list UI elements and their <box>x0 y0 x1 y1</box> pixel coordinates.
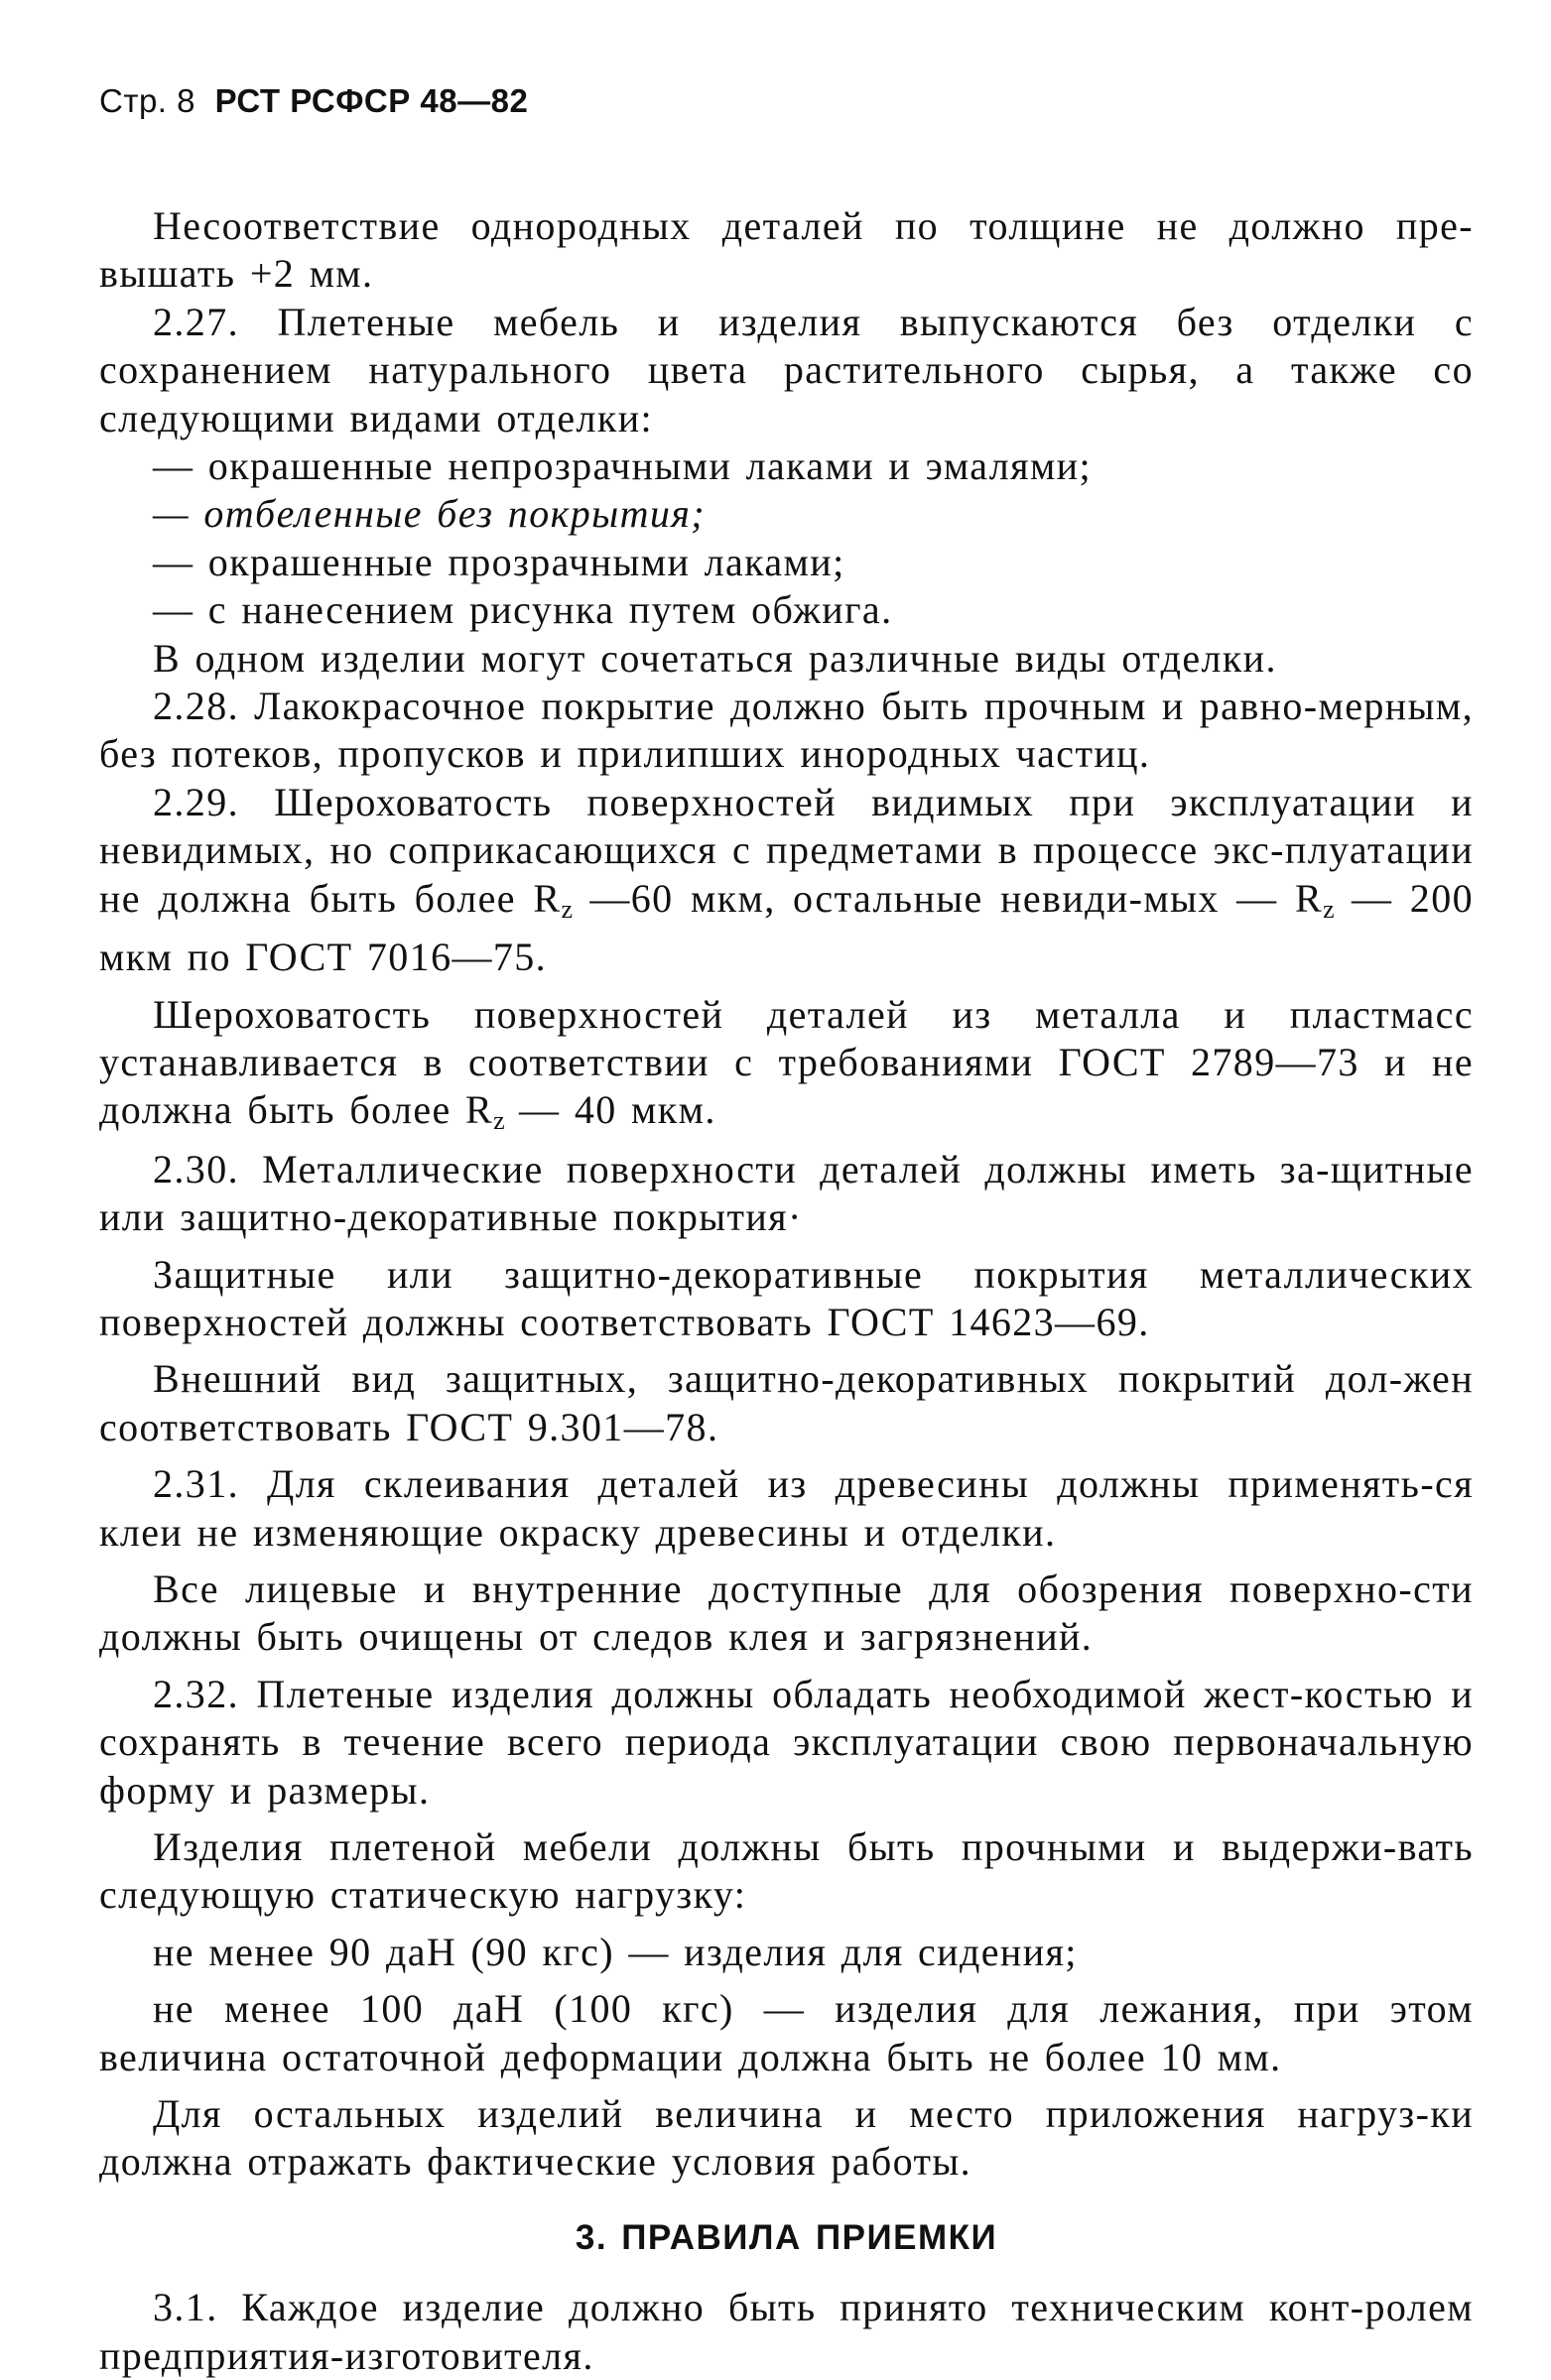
finish-list-item: — окрашенные прозрачными лаками; <box>153 539 845 584</box>
finish-list-item: — с нанесением рисунка путем обжига. <box>153 587 893 633</box>
clause-2-29 <box>99 779 1474 982</box>
document-page <box>99 81 1474 2380</box>
clause-2-30: 2.30. Металлические поверхности деталей должны иметь за-щитные или защитно-декоративные покрытия· <box>99 1146 1474 1240</box>
finish-list-item: — окрашенные непрозрачными лаками и эмалями; <box>153 443 1092 489</box>
document-body <box>99 202 1474 2380</box>
paragraph-roughness-metal <box>99 991 1474 1146</box>
paragraph-protective-coatings: Защитные или защитно-декоративные покрытия металлических поверхностей должны соответствовать ГОСТ 14623—69. <box>99 1251 1474 1344</box>
subscript: z <box>1323 894 1335 924</box>
paragraph-glue-cleaning: Все лицевые и внутренние доступные для обозрения поверхно-сти должны быть очищены от следов клея и загрязнений. <box>99 1566 1474 1660</box>
text: Шероховатость поверхностей деталей из металла и пластмасс устанавливается в соответствии с требованиями ГОСТ 2789—73 и не должна быть более R <box>99 991 1474 1133</box>
clause-3-1: 3.1. Каждое изделие должно быть принято техническим конт-ролем предприятия-изготовителя. <box>99 2285 1474 2378</box>
clause-2-28: 2.28. Лакокрасочное покрытие должно быть прочным и равно-мерным, без потеков, пропусков и прилипших инородных частиц. <box>99 684 1474 777</box>
finish-list-item: — отбеленные без покрытия; <box>153 491 707 537</box>
tolerance-value: +2 <box>249 251 296 297</box>
load-item-seat: не менее 90 даН (90 кгс) — изделия для сидения; <box>153 1929 1078 1974</box>
page-number: Стр. 8 <box>99 82 195 119</box>
paragraph-combined-finish: В одном изделии могут сочетаться различные виды отделки. <box>153 635 1277 681</box>
subscript: z <box>493 1106 505 1136</box>
paragraph-other-items: Для остальных изделий величина и место приложения нагруз-ки должна отражать фактические условия работы. <box>99 2091 1474 2185</box>
paragraph-thickness <box>99 202 1474 299</box>
page-header <box>99 81 1474 121</box>
text: — 40 мкм. <box>504 1087 716 1133</box>
load-item-bed: не менее 100 даН (100 кгс) — изделия для лежания, при этом величина остаточной деформации должна быть не более 10 мм. <box>99 1986 1474 2079</box>
paragraph-static-load: Изделия плетеной мебели должны быть прочными и выдержи-вать следующую статическую нагрузку: <box>99 1824 1474 1918</box>
text: —60 мкм, остальные невиди-мых — R <box>572 875 1324 921</box>
text: Несоответствие однородных деталей по толщине не должно пре-вышать <box>99 203 1474 297</box>
clause-2-31: 2.31. Для склеивания деталей из древесины должны применять-ся клеи не изменяющие окраску древесины и отделки. <box>99 1461 1474 1555</box>
section-heading-acceptance: 3. ПРАВИЛА ПРИЕМКИ <box>575 2217 998 2257</box>
clause-2-27: 2.27. Плетеные мебель и изделия выпускаются без отделки с сохранением натурального цвета растительного сырья, а также со следующими видами отделки: <box>99 299 1474 440</box>
text: мм. <box>295 251 374 297</box>
text: — 200 мкм по ГОСТ 7016—75. <box>99 875 1474 980</box>
subscript: z <box>561 894 573 924</box>
paragraph-appearance: Внешний вид защитных, защитно-декоративных покрытий дол-жен соответствовать ГОСТ 9.301—78. <box>99 1356 1474 1449</box>
text: 2.29. Шероховатость поверхностей видимых при эксплуатации и невидимых, но соприкасающихся с предметами в процессе экс-плуатации не должна быть более R <box>99 779 1474 921</box>
standard-code: РСТ РСФСР 48—82 <box>214 82 529 119</box>
clause-2-32: 2.32. Плетеные изделия должны обладать необходимой жест-костью и сохранять в течение всего периода эксплуатации свою первоначальную форму и размеры. <box>99 1671 1474 1813</box>
